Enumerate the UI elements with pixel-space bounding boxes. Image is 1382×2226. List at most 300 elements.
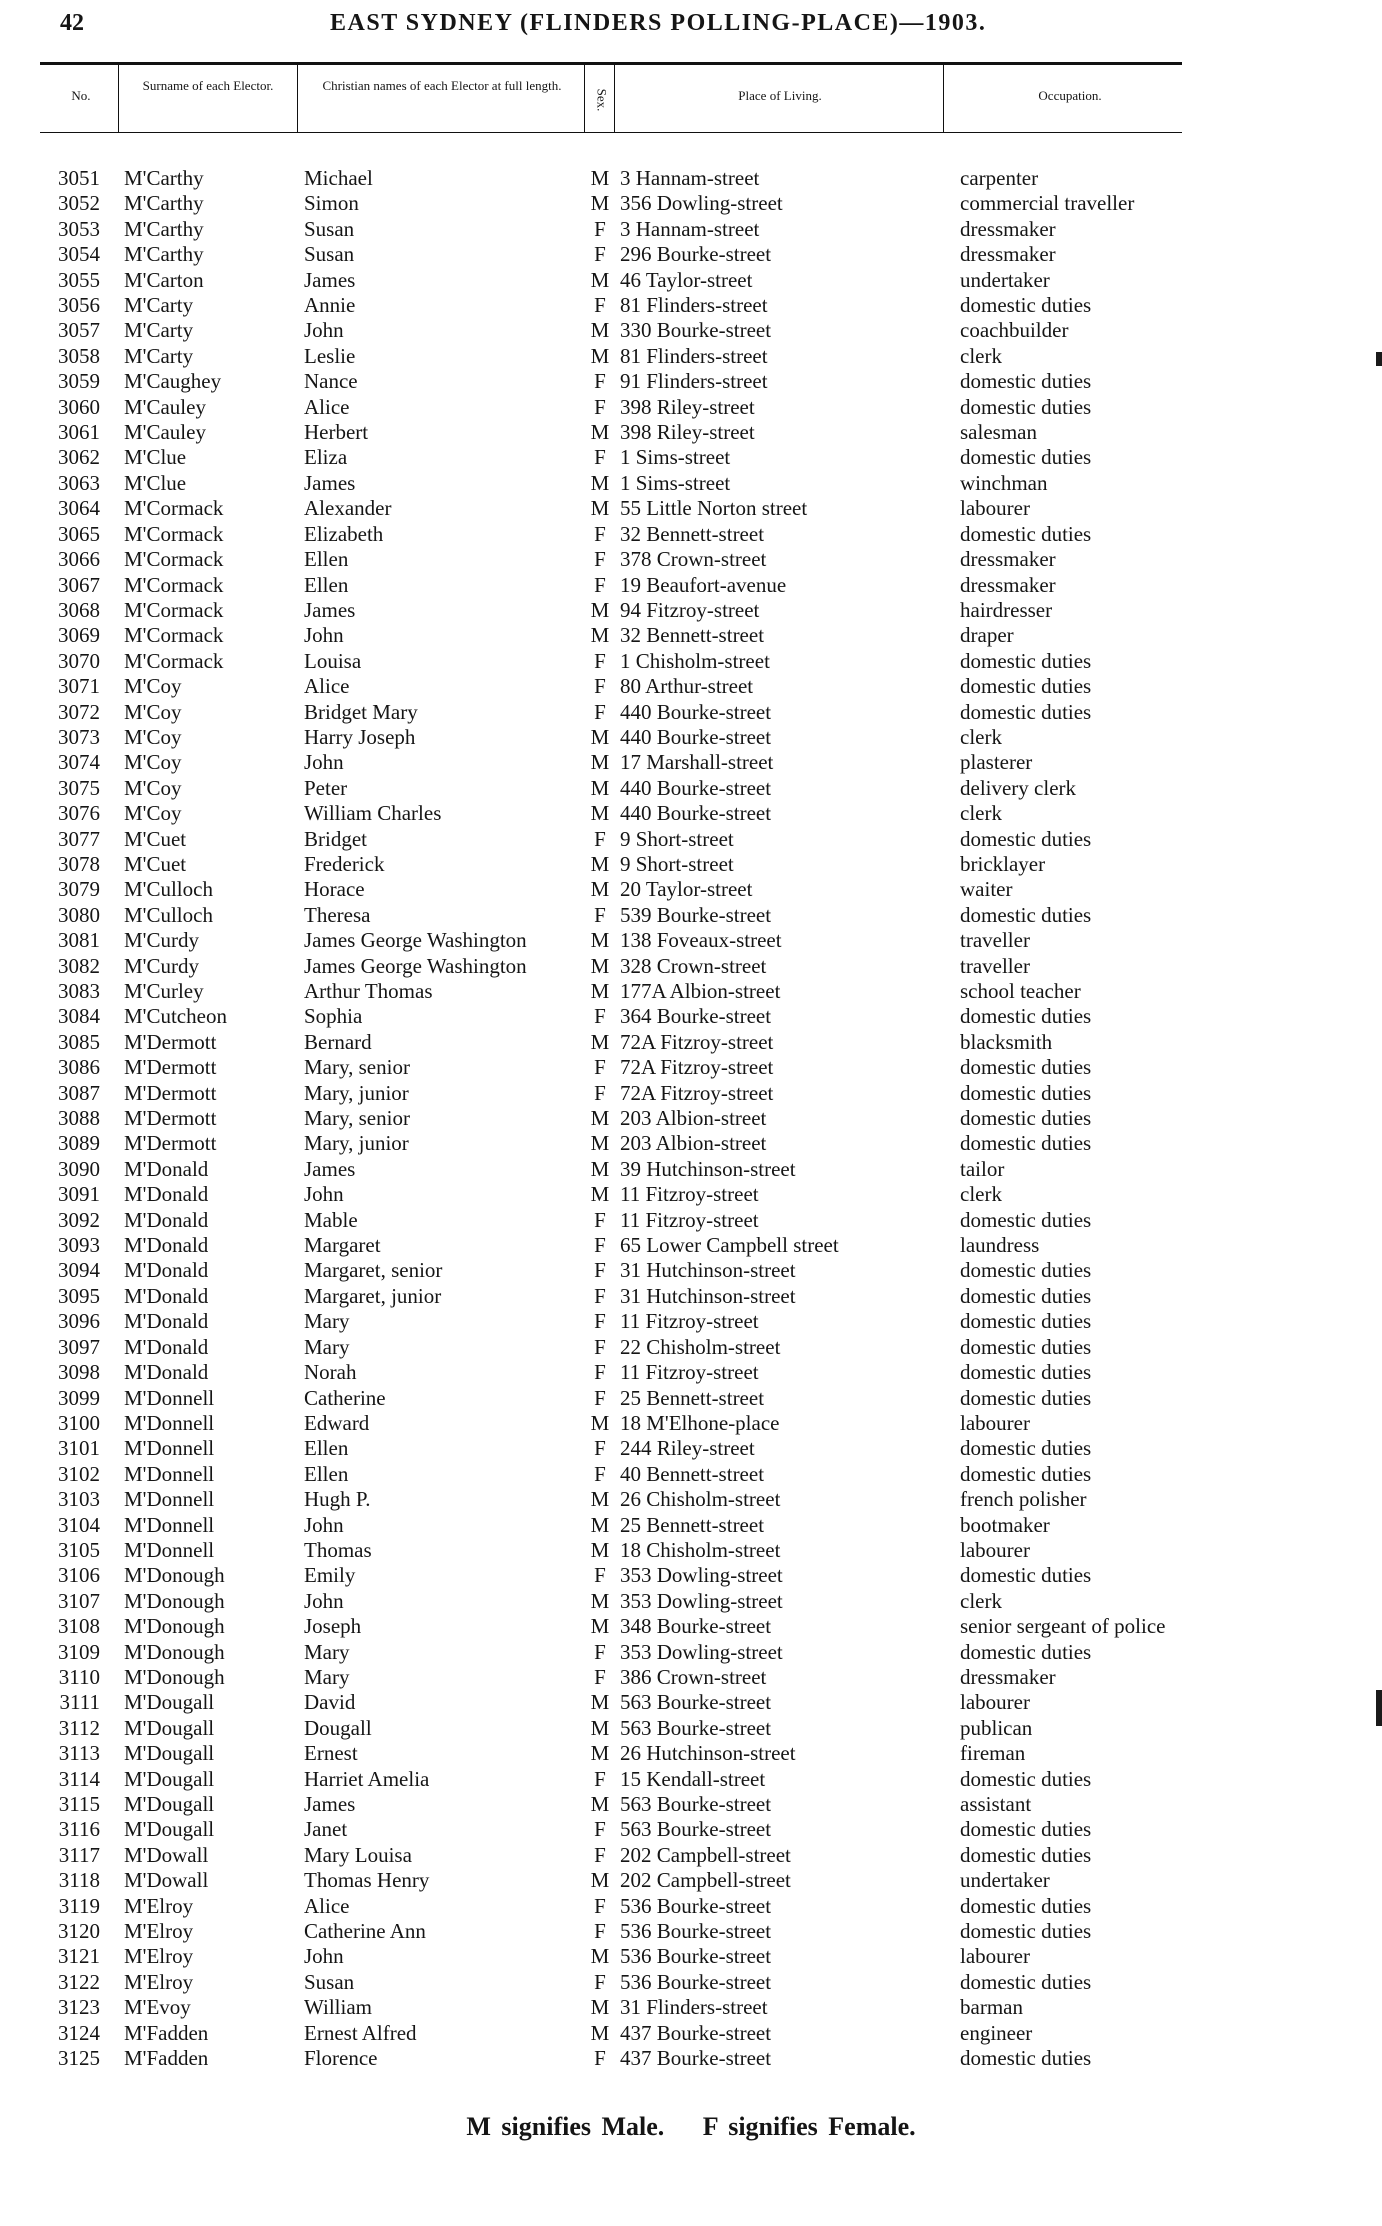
elector-place-of-living: 9 Short-street [620,851,734,876]
elector-surname: M'Elroy [124,1969,194,1994]
elector-sex: F [594,1919,606,1944]
top-rule [40,62,1182,65]
table-row [0,1589,1382,1614]
elector-occupation: domestic duties [960,1055,1092,1080]
elector-surname: M'Donald [124,1309,209,1334]
elector-place-of-living: 386 Crown-street [620,1664,767,1689]
elector-sex: M [590,724,610,749]
elector-surname: M'Donnell [124,1487,215,1512]
elector-occupation: domestic duties [960,1436,1092,1461]
elector-place-of-living: 353 Dowling-street [620,1588,783,1613]
elector-sex: M [590,623,610,648]
elector-christian-names: Annie [304,293,356,318]
elector-christian-names: Mary Louisa [304,1842,412,1867]
elector-surname: M'Culloch [124,877,213,902]
elector-sex: M [590,1182,610,1207]
elector-place-of-living: 296 Bourke-street [620,242,772,267]
elector-place-of-living: 3 Hannam-street [620,216,760,241]
elector-place-of-living: 563 Bourke-street [620,1715,772,1740]
elector-surname: M'Cormack [124,547,224,572]
elector-occupation: clerk [960,1182,1002,1207]
table-row [0,1386,1382,1411]
elector-sex: F [594,369,606,394]
elector-place-of-living: 18 Chisholm-street [620,1537,781,1562]
elector-sex: F [594,1309,606,1334]
elector-christian-names: John [304,1944,344,1969]
elector-christian-names: Catherine [304,1385,386,1410]
elector-place-of-living: 1 Sims-street [620,470,731,495]
elector-place-of-living: 22 Chisholm-street [620,1334,781,1359]
elector-christian-names: James [304,1156,356,1181]
elector-occupation: domestic duties [960,1309,1092,1334]
table-row [0,852,1382,877]
elector-sex: M [590,1537,610,1562]
elector-surname: M'Donnell [124,1436,215,1461]
elector-sex: M [590,1156,610,1181]
elector-christian-names: Mary, junior [304,1131,409,1156]
table-row [0,928,1382,953]
elector-surname: M'Cormack [124,496,224,521]
elector-sex: F [594,1055,606,1080]
elector-occupation: domestic duties [960,1563,1092,1588]
elector-place-of-living: 9 Short-street [620,826,734,851]
elector-christian-names: Thomas Henry [304,1868,430,1893]
header-surname: Surname of each Elector. [142,78,274,93]
elector-christian-names: Margaret [304,1233,381,1258]
elector-occupation: senior sergeant of police [960,1614,1166,1639]
elector-number: 3096 [58,1309,100,1334]
elector-occupation: domestic duties [960,674,1092,699]
table-row [0,1436,1382,1461]
elector-occupation: engineer [960,2020,1033,2045]
elector-occupation: commercial traveller [960,191,1135,216]
elector-place-of-living: 1 Sims-street [620,445,731,470]
elector-occupation: domestic duties [960,1817,1092,1842]
elector-christian-names: Catherine Ann [304,1919,426,1944]
elector-occupation: traveller [960,953,1030,978]
elector-place-of-living: 39 Hutchinson-street [620,1156,796,1181]
elector-christian-names: Harry Joseph [304,724,416,749]
elector-number: 3061 [58,420,100,445]
elector-christian-names: Thomas [304,1537,372,1562]
elector-christian-names: Norah [304,1360,357,1385]
elector-sex: F [594,1842,606,1867]
elector-number: 3078 [58,851,100,876]
elector-christian-names: James [304,1792,356,1816]
elector-christian-names: Ernest Alfred [304,2020,417,2045]
elector-number: 3090 [58,1156,100,1181]
elector-surname: M'Dermott [124,1080,217,1105]
table-row [0,191,1382,216]
elector-surname: M'Dougall [124,1792,215,1816]
elector-place-of-living: 563 Bourke-street [620,1817,772,1842]
elector-surname: M'Dougall [124,1715,215,1740]
elector-occupation: domestic duties [960,1334,1092,1359]
elector-place-of-living: 55 Little Norton street [620,496,808,521]
elector-christian-names: John [304,1182,344,1207]
table-row [0,1817,1382,1842]
elector-sex: F [594,2046,606,2071]
elector-surname: M'Fadden [124,2046,209,2071]
elector-occupation: traveller [960,928,1030,953]
elector-christian-names: Simon [304,191,359,216]
table-row [0,1690,1382,1715]
elector-surname: M'Donald [124,1334,209,1359]
elector-surname: M'Coy [124,775,182,800]
elector-sex: F [594,1766,606,1791]
elector-sex: M [590,1029,610,1054]
elector-number: 3080 [58,902,100,927]
elector-christian-names: Bernard [304,1029,372,1054]
page-edge-mark [1376,352,1382,366]
elector-sex: M [590,166,610,190]
elector-sex: M [590,2020,610,2045]
elector-place-of-living: 18 M'Elhone-place [620,1410,780,1435]
elector-surname: M'Dermott [124,1029,217,1054]
elector-occupation: clerk [960,343,1002,368]
elector-sex: F [594,216,606,241]
table-row [0,877,1382,902]
table-row [0,801,1382,826]
table-row [0,1411,1382,1436]
table-row [0,242,1382,267]
elector-christian-names: Mary [304,1334,350,1359]
elector-number: 3058 [58,343,100,368]
table-row [0,776,1382,801]
elector-occupation: domestic duties [960,445,1092,470]
elector-number: 3070 [58,648,100,673]
elector-christian-names: Susan [304,1969,355,1994]
elector-christian-names: Alice [304,394,350,419]
table-row [0,166,1382,191]
elector-occupation: laundress [960,1233,1040,1258]
elector-place-of-living: 25 Bennett-street [620,1385,765,1410]
elector-christian-names: John [304,318,344,343]
elector-number: 3076 [58,801,100,826]
elector-surname: M'Donald [124,1360,209,1385]
elector-place-of-living: 364 Bourke-street [620,1004,772,1029]
elector-number: 3099 [58,1385,100,1410]
elector-christian-names: Arthur Thomas [304,979,433,1003]
elector-place-of-living: 31 Hutchinson-street [620,1258,796,1283]
elector-christian-names: Margaret, senior [304,1258,443,1283]
elector-number: 3111 [59,1690,100,1715]
table-row [0,1894,1382,1919]
elector-sex: M [590,928,610,953]
elector-place-of-living: 94 Fitzroy-street [620,597,760,622]
elector-number: 3113 [58,1741,100,1766]
header-sex: Sex. [594,88,609,112]
elector-number: 3092 [58,1207,100,1232]
elector-occupation: domestic duties [960,902,1092,927]
elector-surname: M'Fadden [124,2020,209,2045]
elector-number: 3066 [58,547,100,572]
elector-sex: F [594,826,606,851]
elector-christian-names: Sophia [304,1004,363,1029]
elector-number: 3062 [58,445,100,470]
elector-place-of-living: 25 Bennett-street [620,1512,765,1537]
elector-number: 3117 [58,1842,100,1867]
elector-occupation: plasterer [960,750,1033,775]
elector-surname: M'Donnell [124,1537,215,1562]
elector-christian-names: Susan [304,216,355,241]
elector-surname: M'Dowall [124,1842,209,1867]
elector-sex: M [590,1512,610,1537]
table-row [0,1513,1382,1538]
elector-surname: M'Dougall [124,1766,215,1791]
table-row [0,1614,1382,1639]
elector-surname: M'Donough [124,1664,225,1689]
elector-christian-names: Emily [304,1563,356,1588]
elector-place-of-living: 437 Bourke-street [620,2046,772,2071]
table-row [0,1487,1382,1512]
elector-place-of-living: 202 Campbell-street [620,1842,791,1867]
elector-christian-names: Peter [304,775,348,800]
elector-occupation: draper [960,623,1014,648]
electors-table [0,166,1382,2071]
table-row [0,1995,1382,2020]
elector-occupation: domestic duties [960,1766,1092,1791]
elector-occupation: publican [960,1715,1033,1740]
elector-sex: F [594,1664,606,1689]
elector-number: 3105 [58,1537,100,1562]
header-no: No. [71,88,91,103]
elector-occupation: domestic duties [960,1461,1092,1486]
elector-place-of-living: 353 Dowling-street [620,1639,783,1664]
elector-number: 3098 [58,1360,100,1385]
table-row [0,1919,1382,1944]
elector-surname: M'Coy [124,699,182,724]
elector-number: 3094 [58,1258,100,1283]
table-row [0,903,1382,928]
elector-christian-names: William Charles [304,801,442,826]
elector-occupation: domestic duties [960,826,1092,851]
elector-sex: F [594,547,606,572]
elector-occupation: labourer [960,496,1030,521]
elector-number: 3073 [58,724,100,749]
elector-occupation: domestic duties [960,1360,1092,1385]
elector-place-of-living: 40 Bennett-street [620,1461,765,1486]
elector-sex: F [594,902,606,927]
elector-surname: M'Carty [124,318,194,343]
elector-sex: F [594,1817,606,1842]
elector-occupation: clerk [960,724,1002,749]
elector-occupation: domestic duties [960,1639,1092,1664]
elector-sex: M [590,597,610,622]
table-row [0,1030,1382,1055]
elector-christian-names: Ellen [304,572,349,597]
elector-occupation: domestic duties [960,293,1092,318]
elector-number: 3083 [58,979,100,1003]
elector-christian-names: Mable [304,1207,358,1232]
elector-number: 3077 [58,826,100,851]
elector-occupation: assistant [960,1792,1032,1816]
elector-sex: M [590,1690,610,1715]
elector-christian-names: Janet [304,1817,348,1842]
elector-occupation: domestic duties [960,699,1092,724]
elector-number: 3119 [58,1893,100,1918]
elector-sex: F [594,572,606,597]
elector-surname: M'Carty [124,293,194,318]
table-row [0,750,1382,775]
elector-occupation: dressmaker [960,572,1056,597]
elector-occupation: blacksmith [960,1029,1053,1054]
header-place-of-living: Place of Living. [738,88,822,103]
elector-number: 3052 [58,191,100,216]
elector-occupation: clerk [960,801,1002,826]
table-row [0,674,1382,699]
elector-place-of-living: 26 Hutchinson-street [620,1741,796,1766]
elector-sex: M [590,420,610,445]
elector-place-of-living: 244 Riley-street [620,1436,755,1461]
elector-number: 3115 [58,1792,100,1816]
elector-number: 3106 [58,1563,100,1588]
table-row [0,1258,1382,1283]
elector-surname: M'Carthy [124,166,204,190]
elector-number: 3051 [58,166,100,190]
elector-surname: M'Evoy [124,1995,191,2020]
elector-sex: M [590,1410,610,1435]
elector-christian-names: Alice [304,674,350,699]
elector-occupation: dressmaker [960,1664,1056,1689]
table-row [0,1055,1382,1080]
elector-christian-names: Nance [304,369,358,394]
elector-christian-names: Leslie [304,343,356,368]
elector-place-of-living: 536 Bourke-street [620,1919,772,1944]
elector-surname: M'Caughey [124,369,222,394]
header-rule [40,132,1182,133]
elector-christian-names: Mary, senior [304,1055,410,1080]
table-row [0,1716,1382,1741]
elector-sex: F [594,1004,606,1029]
elector-occupation: domestic duties [960,1080,1092,1105]
table-row [0,1335,1382,1360]
table-row [0,1004,1382,1029]
elector-place-of-living: 15 Kendall-street [620,1766,766,1791]
page-edge-mark [1376,1690,1382,1726]
elector-sex: M [590,1487,610,1512]
elector-christian-names: Herbert [304,420,369,445]
elector-place-of-living: 437 Bourke-street [620,2020,772,2045]
elector-occupation: domestic duties [960,1207,1092,1232]
footnote-female: F signifies Female. [702,2112,916,2141]
table-row [0,1462,1382,1487]
elector-surname: M'Cormack [124,597,224,622]
table-row [0,954,1382,979]
elector-surname: M'Donnell [124,1385,215,1410]
elector-occupation: clerk [960,1588,1002,1613]
elector-number: 3123 [58,1995,100,2020]
elector-surname: M'Donough [124,1639,225,1664]
table-row [0,1131,1382,1156]
elector-number: 3085 [58,1029,100,1054]
elector-number: 3065 [58,521,100,546]
elector-number: 3121 [58,1944,100,1969]
elector-surname: M'Donnell [124,1461,215,1486]
elector-place-of-living: 563 Bourke-street [620,1792,772,1816]
elector-number: 3071 [58,674,100,699]
elector-sex: F [594,293,606,318]
elector-surname: M'Carty [124,343,194,368]
elector-place-of-living: 440 Bourke-street [620,699,772,724]
elector-surname: M'Dougall [124,1690,215,1715]
elector-place-of-living: 11 Fitzroy-street [620,1360,759,1385]
elector-place-of-living: 31 Flinders-street [620,1995,768,2020]
elector-number: 3120 [58,1919,100,1944]
elector-surname: M'Cormack [124,623,224,648]
elector-sex: M [590,979,610,1003]
table-row [0,1106,1382,1131]
elector-sex: F [594,1436,606,1461]
elector-christian-names: Theresa [304,902,371,927]
elector-occupation: domestic duties [960,1969,1092,1994]
table-row [0,1792,1382,1817]
column-divider [614,64,615,132]
elector-place-of-living: 1 Chisholm-street [620,648,770,673]
elector-place-of-living: 440 Bourke-street [620,801,772,826]
elector-occupation: dressmaker [960,547,1056,572]
elector-sex: M [590,343,610,368]
table-row [0,293,1382,318]
elector-occupation: domestic duties [960,1258,1092,1283]
elector-sex: F [594,1233,606,1258]
elector-sex: F [594,648,606,673]
elector-christian-names: Alexander [304,496,392,521]
elector-number: 3069 [58,623,100,648]
column-divider [943,64,944,132]
elector-place-of-living: 203 Albion-street [620,1131,767,1156]
elector-place-of-living: 536 Bourke-street [620,1893,772,1918]
elector-place-of-living: 72A Fitzroy-street [620,1080,774,1105]
table-row [0,268,1382,293]
elector-number: 3101 [58,1436,100,1461]
elector-place-of-living: 202 Campbell-street [620,1868,791,1893]
elector-christian-names: Alice [304,1893,350,1918]
elector-surname: M'Culloch [124,902,213,927]
table-row [0,1360,1382,1385]
elector-place-of-living: 46 Taylor-street [620,267,753,292]
elector-christian-names: Michael [304,166,373,190]
elector-christian-names: John [304,750,344,775]
elector-christian-names: John [304,623,344,648]
elector-place-of-living: 348 Bourke-street [620,1614,772,1639]
table-row [0,395,1382,420]
elector-number: 3091 [58,1182,100,1207]
elector-surname: M'Cuet [124,826,187,851]
elector-number: 3125 [58,2046,100,2071]
elector-sex: M [590,1106,610,1131]
elector-place-of-living: 31 Hutchinson-street [620,1283,796,1308]
elector-surname: M'Coy [124,674,182,699]
elector-number: 3053 [58,216,100,241]
elector-sex: M [590,750,610,775]
elector-sex: M [590,1588,610,1613]
elector-christian-names: Horace [304,877,365,902]
elector-sex: M [590,953,610,978]
elector-christian-names: Eliza [304,445,348,470]
column-divider [584,64,585,132]
elector-surname: M'Carton [124,267,204,292]
table-row [0,522,1382,547]
elector-surname: M'Cauley [124,394,206,419]
footnote-male: M signifies Male. [466,2112,665,2141]
elector-surname: M'Cormack [124,648,224,673]
elector-christian-names: Ernest [304,1741,358,1766]
elector-number: 3060 [58,394,100,419]
elector-christian-names: Mary [304,1639,350,1664]
elector-surname: M'Carthy [124,191,204,216]
elector-christian-names: Mary, senior [304,1106,410,1131]
